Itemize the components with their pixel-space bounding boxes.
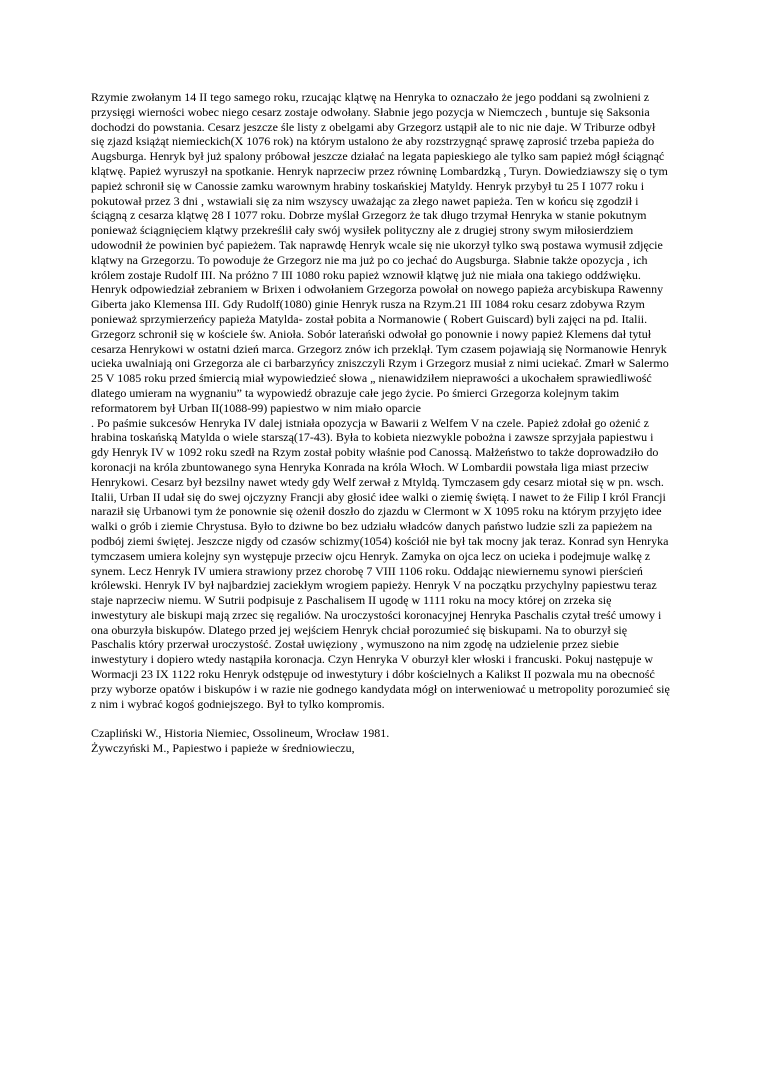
main-text: Rzymie zwołanym 14 II tego samego roku, rzucając klątwę na Henryka to oznaczało że jego poddani są zwolnieni z przysięgi wierności wobec niego cesarz zostaje odwołany. Słabnie jego pozycja w Niemczech , buntuje się Saksonia dochodzi do powstania. Cesarz jeszcze śle listy z obelgami aby Grzegorz ustąpił ale to nic nie daje. W Triburze odbył się zjazd książąt niemieckich(X 1076 rok) na którym ustalono że aby rozstrzygnąć sprawę zaprosić trzeba papieża do Augsburga. Henryk był już spalony próbował jeszcze działać na legata papieskiego ale tylko sam papież mógł ściągnąć klątwę. Papież wyruszył na spotkanie. Henryk naprzeciw przez równinę Lombardzką , Turyn. Dowiedziawszy się o tym papież schronił się w Canossie zamku warownym hrabiny toskańskiej Matyldy. Henryk przybył tu 25 I 1077 roku i pokutował przez 3 dni , wstawiali się za nim wszyscy uważając za złego nawet papieża. Ten w końcu się zgodził i ściągną z cesarza klątwę 28 I 1077 roku. Dobrze myślał Grzegorz że tak długo trzymał Henryka w stanie pokutnym ponieważ ściągnięciem klątwy przekreślił cały swój wysiłek polityczny ale z drugiej strony swym miłosierdziem udowodnił że powinien być papieżem. Tak naprawdę Henryk wcale się nie ukorzył tylko swą postawa wymusił zdjęcie klątwy na Grzegorzu. To powoduje że Grzegorz nie ma już po co jechać do Augsburga. Słabnie także opozycja , ich królem zostaje Rudolf III. Na próżno 7 III 1080 roku papież wznowił klątwę już nie miała ona takiego oddźwięku. Henryk odpowiedział zebraniem w Brixen i odwołaniem Grzegorza powołał on nowego papieża arcybiskupa Rawenny Giberta jako Klemensa III. Gdy Rudolf(1080) ginie Henryk rusza na Rzym.21 III 1084 roku cesarz zdobywa Rzym ponieważ sprzymierzeńcy papieża Matylda- został pobita a Normanowie ( Robert Guiscard) byli zajęci na pd. Italii. Grzegorz schronił się w kościele św. Anioła. Sobór laterański odwołał go ponownie i nowy papież Klemens dał tytuł cesarza Henrykowi w ostatni dzień marca. Grzegorz znów ich przeklął. Tym czasem pojawiają się Normanowie Henryk ucieka uwalniają oni Grzegorza ale ci barbarzyńcy zniszczyli Rzym i Grzegorz musiał z nimi uciekać. Zmarł w Salermo 25 V 1085 roku przed śmiercią miał wypowiedzieć słowa „ nienawidziłem nieprawości a ukochałem sprawiedliwość dlatego umieram na wygnaniu” ta wypowiedź obrazuje całe jego życie. Po śmierci Grzegorza kolejnym takim reformatorem był Urban II(1088-99) papiestwo w nim miało oparcie . Po paśmie sukcesów Henryka IV dalej istniała opozycja w Bawarii z Welfem V na czele. Papież zdołał go ożenić z hrabina toskańską Matylda o wiele starszą(17-43). Była to kobieta niezwykle pobożna i zawsze sprzyjała papiestwu i gdy Henryk IV w 1092 roku szedł na Rzym został pobity właśnie pod Canossą. Małżeństwo to także doprowadziło do koronacji na króla zbuntowanego syna Henryka Konrada na króla Włoch. W Lombardii powstała liga miast przeciw Henrykowi. Cesarz był bezsilny nawet wtedy gdy Welf zerwał z Mtyldą. Tymczasem gdy cesarz miotał się w pn. wsch. Italii, Urban II udał się do swej ojczyzny Francji aby głosić idee walki o ziemię świętą. I nawet to że Filip I król Francji naraził się Urbanowi tym że ponownie się ożenił doszło do zjazdu w Clermont w X 1095 roku na którym przyjęto idee walki o grób i ziemie Chrystusa. Było to dziwne bo bez udziału władców danych państwo ludzie szli za papieżem na podbój ziemi świętej. Jeszcze nigdy od czasów schizmy(1054) kościół nie był tak mocny jak teraz. Konrad syn Henryka tymczasem umiera kolejny syn występuje przeciw ojcu Henryk. Zamyka on ojca lecz on ucieka i podejmuje walkę z synem. Lecz Henryk IV umiera strawiony przez chorobę 7 VIII 1106 roku. Oddając niewiernemu synowi pierścień królewski. Henryk IV był najbardziej zaciekłym wrogiem papieży. Henryk V na początku przychylny papiestwu teraz staje naprzeciw niemu. W Sutrii podpisuje z Paschalisem II ugodę w 1111 roku na mocy której on zrzeka się inwestytury ale biskupi mają zrzec się regaliów. Na uroczystości koronacyjnej Henryka Paschalis czytał treść umowy i ona oburzyła biskupów. Dlatego przed jej wejściem Henryk chciał porozumieć się biskupami. Na to oburzył się Paschalis który przerwał uroczystość. Został uwięziony , wymuszono na nim zgodę na udzielenie przez siebie inwestytury i dopiero wtedy nastąpiła koronacja. Czyn Henryka V oburzył kler włoski i francuski. Pokuj następuje w Wormacji 23 IX 1122 roku Henryk odstępuje od inwestytury i dóbr kościelnych a Kalikst II pozwala mu na obecność przy wyborze opatów i biskupów i w razie nie godnego kandydata mógł on interweniować u metropolity porozumieć się z nim i wybrać kogoś godniejszego. Był to tylko kompromis. [91,90,670,711]
paragraph-spacer [91,711,671,726]
bibliography [91,726,671,756]
bibliography-entry-2: Żywczyński M., Papiestwo i papieże w średniowieczu, [91,741,355,756]
bibliography-entry-1: Czapliński W., Historia Niemiec, Ossolineum, Wrocław 1981. [91,726,390,741]
document-page [91,90,671,756]
